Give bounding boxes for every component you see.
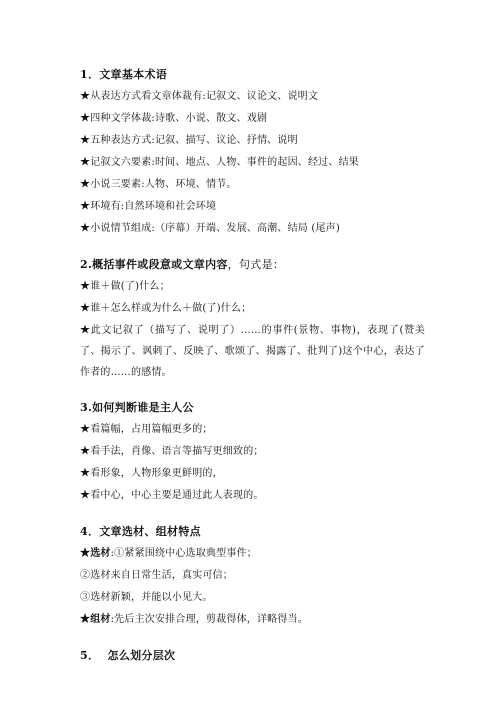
list-item — [80, 543, 440, 565]
section-heading — [80, 254, 440, 276]
list-item: ★看手法，肖像、语言等描写更细致的； — [80, 446, 264, 457]
list-item: ★四种文学体裁:诗歌、小说、散文、戏剧 — [80, 113, 268, 124]
label-rest: :①紧紧围绕中心选取典型事件； — [110, 548, 257, 559]
section-heading: 1．文章基本术语 — [80, 68, 168, 81]
section-heading: 4．文章选材、组材特点 — [80, 525, 201, 538]
document-page — [80, 64, 440, 667]
heading-normal-text: ，句式是： — [227, 258, 285, 271]
list-item: ★谁＋怎么样或为什么＋做(了)什么； — [80, 303, 252, 314]
list-item: ★看中心，中心主要是通过此人表现的。 — [80, 490, 264, 501]
list-item: ★看形象，人物形象更鲜明的， — [80, 468, 223, 479]
label-rest: :先后主次安排合理，剪裁得体，详略得当。 — [110, 614, 308, 625]
list-item: ★谁＋做(了)什么； — [80, 281, 170, 292]
list-item: ②选材来自日常生活，真实可信； — [80, 570, 233, 581]
section-protagonist — [80, 397, 440, 507]
paragraph: ★此文记叙了（描写了、说明了）……的事件(景物、事物)，表现了(赞美了、揭示了、讽刺了、反映了、歌颂了、揭露了、批判了)这个中心，表达了作者的……的感情。 — [80, 325, 425, 378]
list-item: ★小说情节组成:（序幕）开端、发展、高潮、结局 (尾声) — [80, 223, 340, 234]
section-material — [80, 521, 440, 631]
list-item — [80, 609, 440, 631]
label-bold: ★组材 — [80, 614, 111, 625]
section-terms — [80, 64, 440, 240]
section-heading: 5． 怎么划分层次 — [80, 649, 176, 662]
list-item: ★看篇幅，占用篇幅更多的； — [80, 424, 213, 435]
list-item: ★从表达方式看文章体裁有:记叙文、议论文、说明文 — [80, 91, 319, 102]
section-summary — [80, 254, 440, 383]
list-item: ★环境有:自然环境和社会环境 — [80, 201, 217, 212]
list-item: ★五种表达方式:记叙、描写、议论、抒情、说明 — [80, 135, 298, 146]
list-item: ★记叙文六要素:时间、地点、人物、事件的起因、经过、结果 — [80, 157, 359, 168]
section-layers — [80, 645, 440, 667]
section-heading: 3.如何判断谁是主人公 — [80, 401, 194, 414]
list-item: ★小说三要素:人物、环境、情节。 — [80, 179, 237, 190]
heading-bold-text: 2.概括事件或段意或文章内容 — [80, 258, 228, 271]
label-bold: ★选材 — [80, 548, 111, 559]
list-item: ③选材新颖，并能以小见大。 — [80, 592, 213, 603]
